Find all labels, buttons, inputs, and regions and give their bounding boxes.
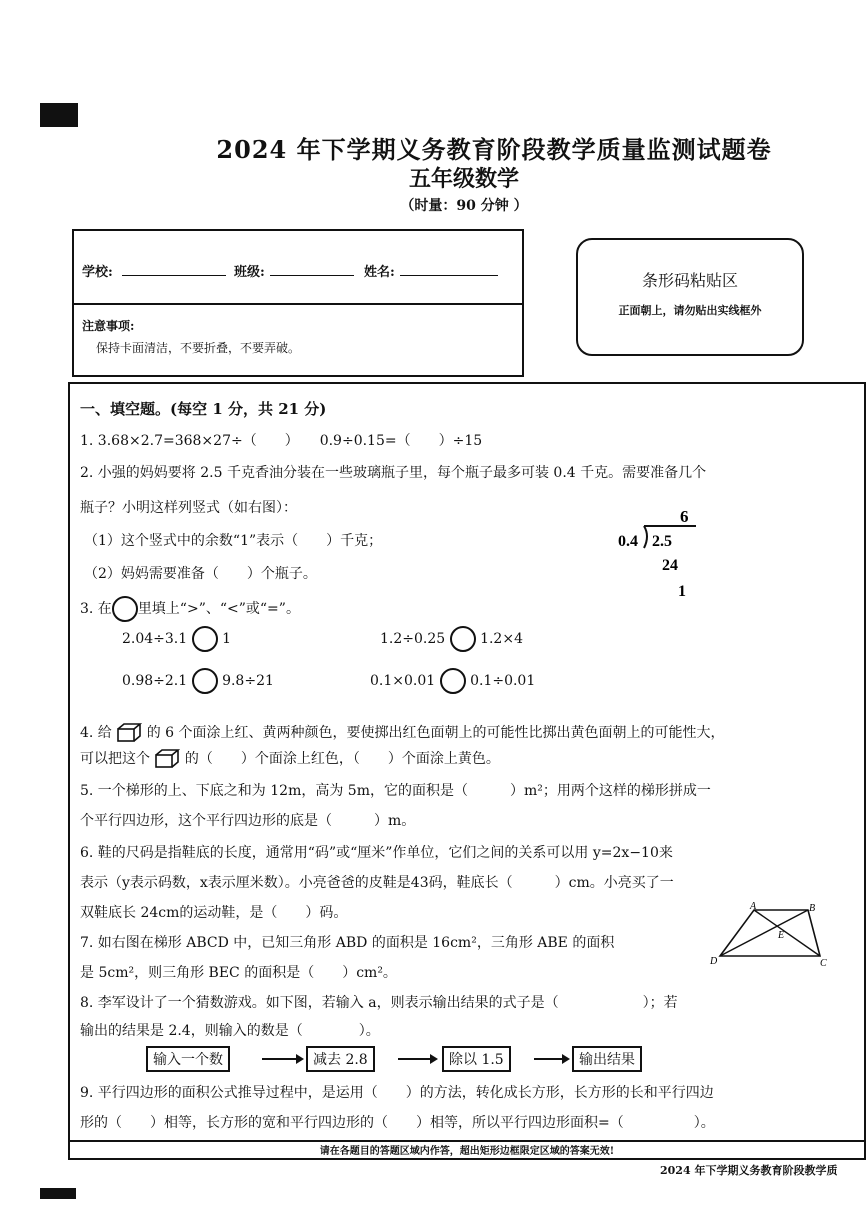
compare-3-answer-circle[interactable] [192,668,218,694]
flow-arrow-1 [262,1058,298,1060]
compare-2 [380,626,523,652]
compare-4-answer-circle[interactable] [440,668,466,694]
question-8-line-2: 输出的结果是 2.4，则输入的数是（ ）。 [80,1023,380,1039]
division-bracket [644,526,647,548]
exam-time: （时量：90 分钟 ） [400,198,528,214]
compare-4-left: 0.1×0.01 [370,673,436,689]
question-7-line-2: 是 5cm²，则三角形 BEC 的面积是（ ）cm²。 [80,965,397,981]
exam-subtitle: 五年级数学 [408,166,519,192]
trapezoid-figure [704,900,834,970]
question-7-line-1: 7. 如右图在梯形 ABCD 中，已知三角形 ABD 的面积是 16cm²，三角形 ABE 的面积 [80,935,615,951]
question-4-line-2 [80,748,500,769]
name-field[interactable] [400,275,498,276]
question-3-prefix: 3. 在 [80,601,112,617]
compare-4 [370,668,535,694]
trapezoid-outline [720,910,820,956]
flow-step-input: 输入一个数 [146,1046,230,1072]
question-6-line-2: 表示（y表示码数，x表示厘米数）。小亮爸爸的皮鞋是43码，鞋底长（ ）cm。小亮买了一 [80,875,674,891]
question-6-line-3: 双鞋底长 24cm的运动鞋，是（ ）码。 [80,905,348,921]
compare-3-left: 0.98÷2.1 [122,673,188,689]
notice-text: 保持卡面清洁，不要折叠，不要弄破。 [96,341,301,355]
question-9-line-2: 形的（ ）相等，长方形的宽和平行四边形的（ ）相等，所以平行四边形面积=（ ）。 [80,1115,715,1131]
question-5-line-1: 5. 一个梯形的上、下底之和为 12m，高为 5m，它的面积是（ ）m²；用两个这样的梯形拼成一 [80,783,711,799]
school-field[interactable] [122,275,226,276]
flow-arrow-3 [534,1058,564,1060]
barcode-note: 正面朝上，请勿贴出实线框外 [618,304,762,317]
barcode-title: 条形码粘贴区 [641,271,738,290]
registration-mark-bottom [40,1188,76,1199]
long-division-figure [612,502,702,602]
division-remainder: 1 [678,583,686,600]
division-product: 24 [662,557,678,574]
student-info-row [74,231,522,305]
question-3 [80,596,300,622]
compare-1-answer-circle[interactable] [192,626,218,652]
exam-title: 2024 年下学期义务教育阶段教学质量监测试题卷 [216,135,772,164]
page-footer: 2024 年下学期义务教育阶段教学质 [660,1164,838,1177]
flow-step-output: 输出结果 [572,1046,642,1072]
school-label: 学校: [82,265,113,280]
compare-2-answer-circle[interactable] [450,626,476,652]
point-e-label: E [778,930,785,941]
question-4-prefix: 4. 给 [80,725,112,741]
flow-step-subtract: 减去 2.8 [306,1046,375,1072]
question-4-line-1 [80,722,725,743]
compare-2-left: 1.2÷0.25 [380,631,446,647]
question-8-line-1: 8. 李军设计了一个猜数游戏。如下图，若输入 a，则表示输出结果的式子是（ ）；若 [80,995,678,1011]
division-divisor: 0.4 [618,533,638,550]
class-label: 班级: [234,265,265,280]
compare-1-left: 2.04÷3.1 [122,631,188,647]
answer-area-warning: 请在各题目的答题区域内作答，超出矩形边框限定区域的答案无效! [68,1140,866,1162]
compare-1-right: 1 [222,631,231,647]
cube-icon [116,723,142,743]
division-quotient: 6 [680,507,689,526]
vertex-b-label: B [809,903,816,914]
question-2-part-2: （2）妈妈需要准备（ ）个瓶子。 [84,566,317,582]
circle-icon [112,596,138,622]
compare-4-right: 0.1÷0.01 [470,673,536,689]
question-4-text-1: 的 6 个面涂上红、黄两种颜色，要使掷出红色面朝上的可能性比掷出黄色面朝上的可能性大， [146,725,725,741]
compare-1 [122,626,231,652]
section-heading: 一、填空题。(每空 1 分，共 21 分) [80,400,327,418]
vertex-a-label: A [750,901,757,912]
compare-3-right: 9.8÷21 [222,673,274,689]
student-info-box [72,229,524,377]
question-2-line-1: 2. 小强的妈妈要将 2.5 千克香油分装在一些玻璃瓶子里，每个瓶子最多可装 0.4 千克。需要准备几个 [80,465,707,481]
question-3-suffix: 里填上“>”、“<”或“=”。 [137,601,300,617]
barcode-area [576,238,804,356]
question-6-line-1: 6. 鞋的尺码是指鞋底的长度，通常用“码”或“厘米”作单位，它们之间的关系可以用 y=2x−10来 [80,845,673,861]
flow-arrow-2 [398,1058,432,1060]
question-1: 1. 3.68×2.7=368×27÷（ ） 0.9÷0.15=（ ）÷15 [80,433,483,449]
question-4-text-2: 的（ ）个面涂上红色，（ ）个面涂上黄色。 [184,751,500,767]
vertex-d-label: D [710,956,718,967]
question-2-part-1: （1）这个竖式中的余数“1”表示（ ）千克； [84,533,383,549]
compare-3 [122,668,274,694]
question-2-line-2: 瓶子？小明这样列竖式（如右图）： [80,500,297,516]
flow-step-divide: 除以 1.5 [442,1046,511,1072]
notice-title: 注意事项: [82,319,135,333]
cube-icon [154,749,180,769]
question-4-prefix-2: 可以把这个 [80,751,150,767]
question-5-line-2: 个平行四边形，这个平行四边形的底是（ ）m。 [80,813,416,829]
registration-mark-top [40,103,78,127]
question-9-line-1: 9. 平行四边形的面积公式推导过程中，是运用（ ）的方法，转化成长方形，长方形的长和平行四边 [80,1085,714,1101]
class-field[interactable] [270,275,354,276]
vertex-c-label: C [820,958,827,969]
compare-2-right: 1.2×4 [480,631,523,647]
division-dividend: 2.5 [652,533,672,550]
name-label: 姓名: [364,265,395,280]
